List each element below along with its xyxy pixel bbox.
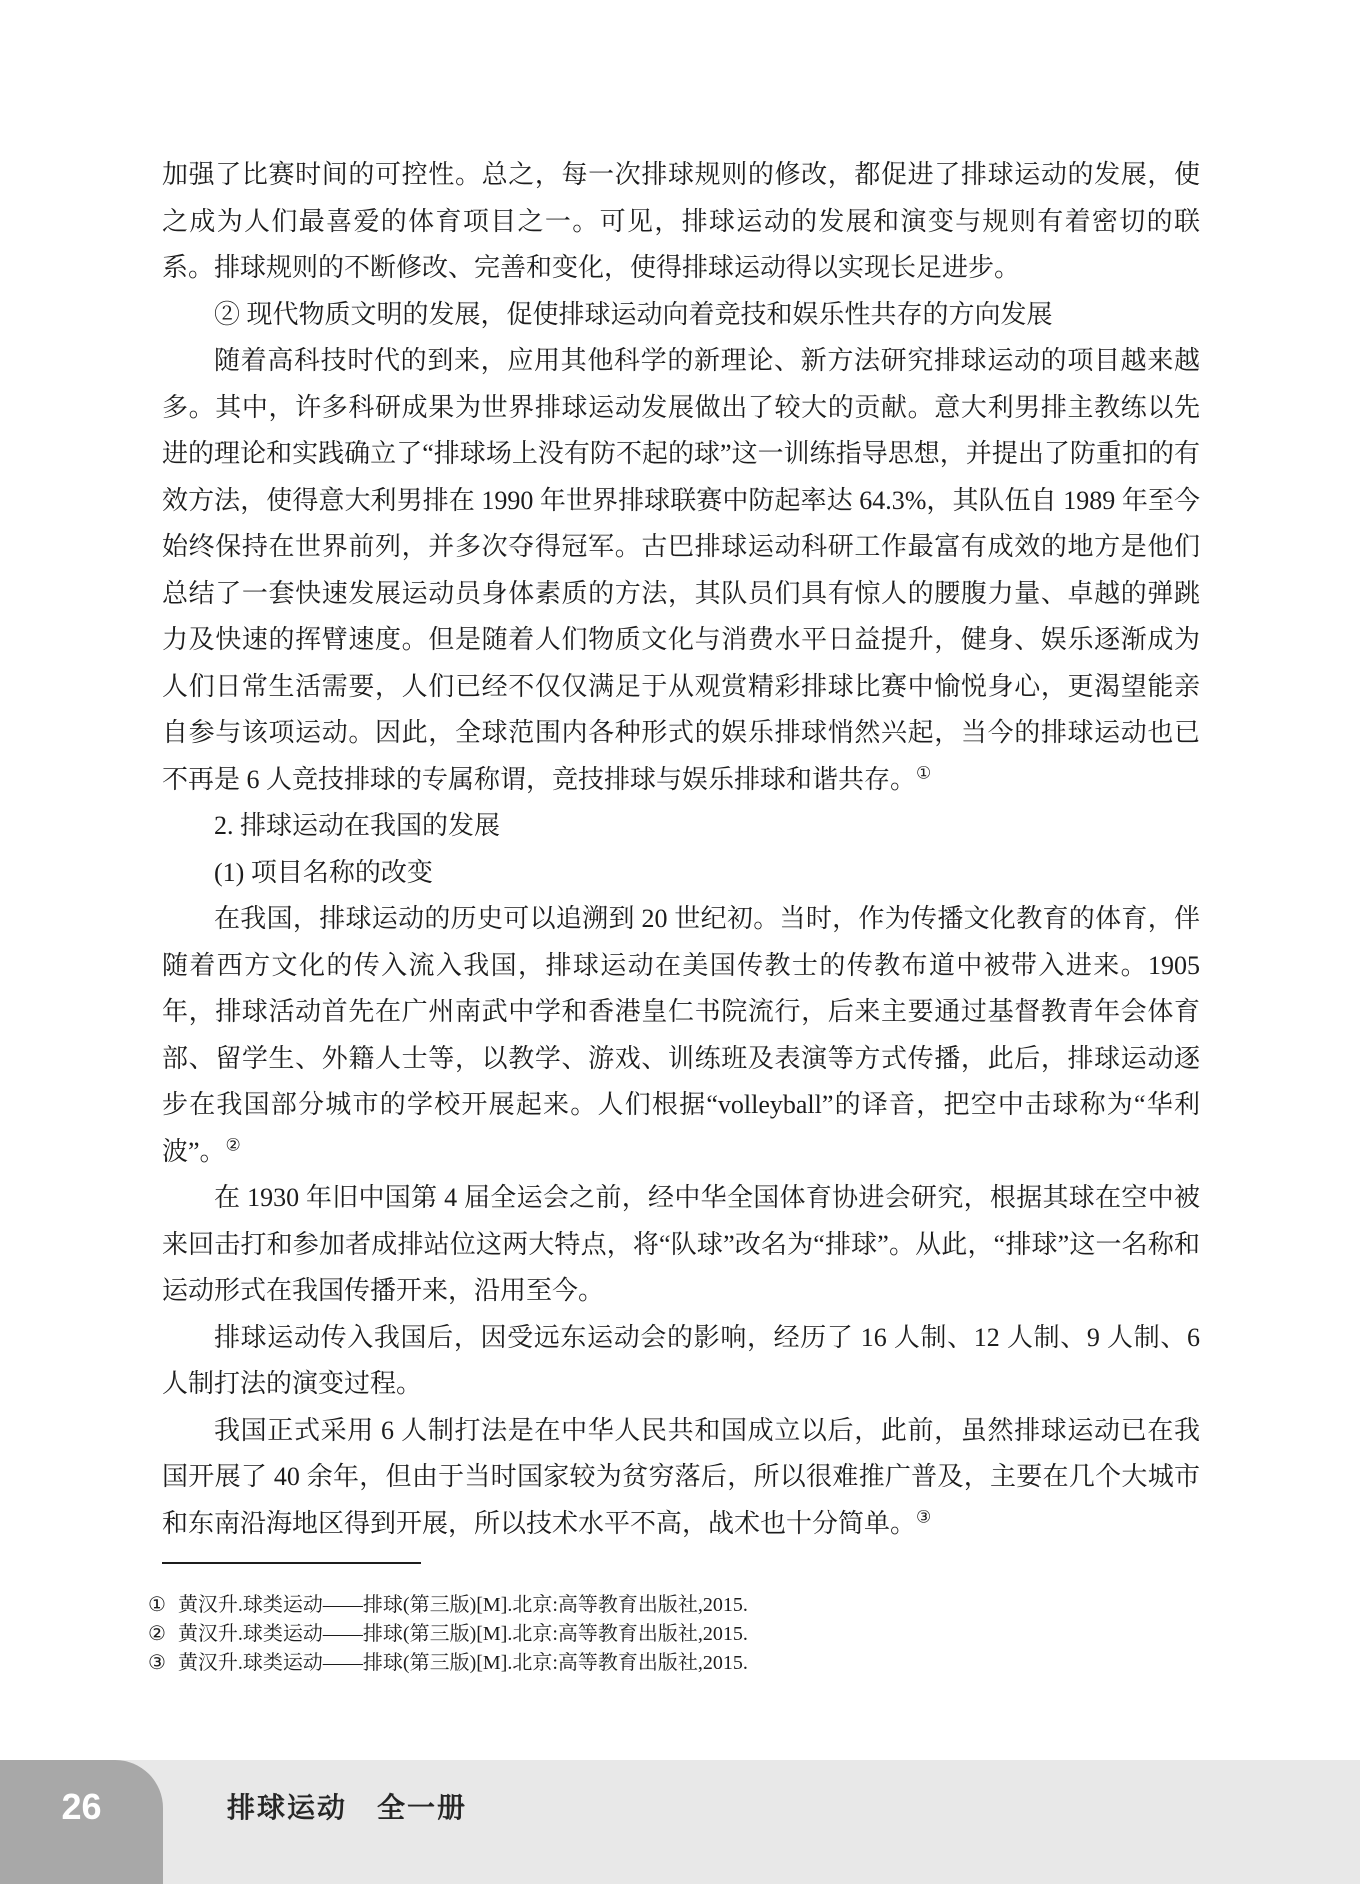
footnote-marker: ① — [148, 1594, 166, 1616]
footnote-reference: ② — [225, 1134, 241, 1154]
footnote-reference: ① — [916, 762, 932, 782]
footnote-reference: ③ — [916, 1506, 932, 1526]
paragraph-text: 在我国，排球运动的历史可以追溯到 20 世纪初。当时，作为传播文化教育的体育，伴随着西方文化的传入流入我国，排球运动在美国传教士的传教布道中被带入进来。1905 年，排球活动首先在广州南武中学和香港皇仁书院流行，后来主要通过基督教青年会体育部、留学生、外籍人士等，以教学、游戏、训练班及表演等方式传播，此后，排球运动逐步在我国部分城市的学校开展起来。人们根据“volleyball”的译音，把空中击球称为“华利波”。 — [162, 904, 1200, 1166]
footnote-item — [148, 1649, 1208, 1678]
footnote-marker: ③ — [148, 1652, 166, 1674]
page-body-text — [162, 152, 1200, 1547]
page-number: 26 — [61, 1786, 102, 1827]
footnote-item — [148, 1620, 1208, 1649]
footnote-text: 黄汉升.球类运动——排球(第三版)[M].北京:高等教育出版社,2015. — [177, 1594, 748, 1616]
paragraph — [162, 803, 1200, 850]
paragraph — [162, 896, 1200, 1175]
footnotes — [148, 1591, 1208, 1678]
footnote-text: 黄汉升.球类运动——排球(第三版)[M].北京:高等教育出版社,2015. — [177, 1623, 748, 1645]
footnote-text: 黄汉升.球类运动——排球(第三版)[M].北京:高等教育出版社,2015. — [177, 1652, 748, 1674]
paragraph — [162, 1315, 1200, 1408]
paragraph-text: 随着高科技时代的到来，应用其他科学的新理论、新方法研究排球运动的项目越来越多。其中，许多科研成果为世界排球运动发展做出了较大的贡献。意大利男排主教练以先进的理论和实践确立了“排球场上没有防不起的球”这一训练指导思想，并提出了防重扣的有效方法，使得意大利男排在 1990 年世界排球联赛中防起率达 64.3%，其队伍自 1989 年至今始终保持在世界前列，并多次夺得冠军。古巴排球运动科研工作最富有成效的地方是他们总结了一套快速发展运动员身体素质的方法，其队员们具有惊人的腰腹力量、卓越的弹跳力及快速的挥臂速度。但是随着人们物质文化与消费水平日益提升，健身、娱乐逐渐成为人们日常生活需要，人们已经不仅仅满足于从观赏精彩排球比赛中愉悦身心，更渴望能亲自参与该项运动。因此，全球范围内各种形式的娱乐排球悄然兴起，当今的排球运动也已不再是 6 人竞技排球的专属称谓，竞技排球与娱乐排球和谐共存。 — [162, 346, 1200, 794]
paragraph-text: 加强了比赛时间的可控性。总之，每一次排球规则的修改，都促进了排球运动的发展，使之成为人们最喜爱的体育项目之一。可见，排球运动的发展和演变与规则有着密切的联系。排球规则的不断修改、完善和变化，使得排球运动得以实现长足进步。 — [162, 160, 1200, 282]
paragraph-text: 我国正式采用 6 人制打法是在中华人民共和国成立以后，此前，虽然排球运动已在我国开展了 40 余年，但由于当时国家较为贫穷落后，所以很难推广普及，主要在几个大城市和东南沿海地区得到开展，所以技术水平不高，战术也十分简单。 — [162, 1415, 1200, 1538]
paragraph — [162, 292, 1200, 339]
paragraph-text: ② 现代物质文明的发展，促使排球运动向着竞技和娱乐性共存的方向发展 — [214, 299, 1053, 329]
paragraph-text: 2. 排球运动在我国的发展 — [214, 811, 501, 840]
footer-book-title: 排球运动 全一册 — [227, 1792, 468, 1823]
footnote-separator — [162, 1562, 421, 1564]
footer-band — [0, 1760, 1360, 1884]
footnote-item — [148, 1591, 1208, 1620]
paragraph — [162, 338, 1200, 803]
paragraph — [162, 1408, 1200, 1548]
paragraph-text: 在 1930 年旧中国第 4 届全运会之前，经中华全国体育协进会研究，根据其球在空中被来回击打和参加者成排站位这两大特点，将“队球”改名为“排球”。从此，“排球”这一名称和运动形式在我国传播开来，沿用至今。 — [162, 1183, 1200, 1305]
paragraph — [162, 152, 1200, 292]
paragraph — [162, 850, 1200, 897]
footnote-marker: ② — [148, 1623, 166, 1645]
paragraph-text: (1) 项目名称的改变 — [214, 857, 433, 887]
paragraph-text: 排球运动传入我国后，因受远东运动会的影响，经历了 16 人制、12 人制、9 人制、6 人制打法的演变过程。 — [162, 1322, 1200, 1398]
paragraph — [162, 1175, 1200, 1315]
